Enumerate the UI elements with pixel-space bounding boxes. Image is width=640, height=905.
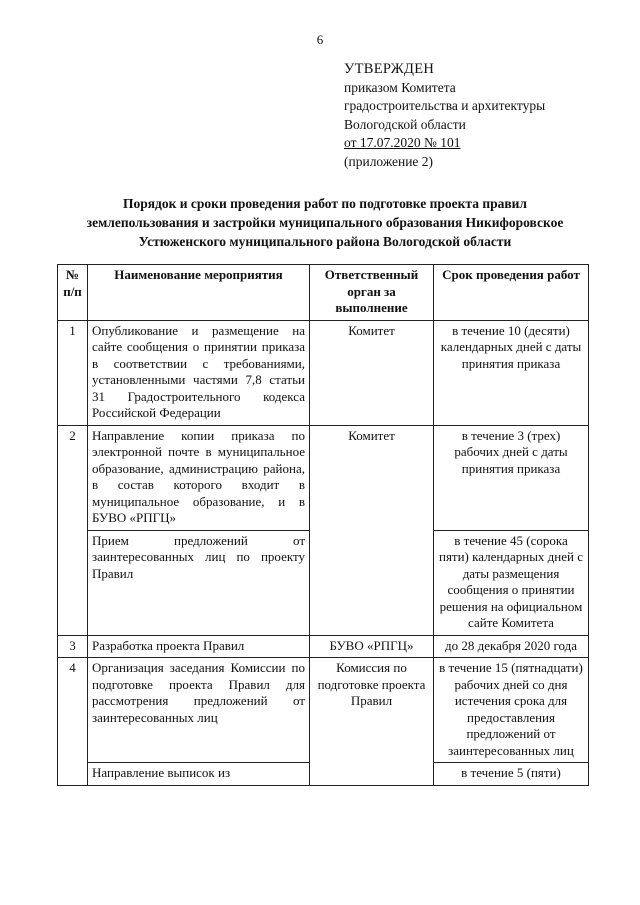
approval-appendix: (приложение 2) xyxy=(344,153,434,169)
header-activity: Наименование мероприятия xyxy=(88,265,310,321)
row-responsible: БУВО «РПГЦ» xyxy=(310,635,434,658)
row-activity: Разработка проекта Правил xyxy=(88,635,310,658)
row-number: 4 xyxy=(58,658,88,786)
header-deadline: Срок проведения работ xyxy=(434,265,589,321)
approval-stamp xyxy=(344,60,545,171)
table-row xyxy=(58,635,589,658)
row-activity: Направление выписок из xyxy=(88,763,310,786)
title-line: Порядок и сроки проведения работ по подготовке проекта правил xyxy=(122,196,527,211)
approval-date-number: от 17.07.2020 № 101 xyxy=(344,135,461,150)
title-line: Устюженского муниципального района Вологодской области xyxy=(138,234,512,249)
title-line: землепользования и застройки муниципального образования Никифоровское xyxy=(86,215,564,230)
document-title xyxy=(40,194,610,251)
row-deadline: в течение 3 (трех) рабочих дней с даты принятия приказа xyxy=(434,425,589,530)
schedule-table xyxy=(57,264,589,786)
approval-line: Вологодской области xyxy=(344,116,466,132)
table-row xyxy=(58,320,589,425)
row-number: 3 xyxy=(58,635,88,658)
row-deadline: в течение 15 (пятнадцати) рабочих дней со дня истечения срока для предоставления предложений от заинтересованных лиц xyxy=(434,658,589,763)
table-header-row xyxy=(58,265,589,321)
row-number: 2 xyxy=(58,425,88,635)
page-number: 6 xyxy=(316,32,324,47)
row-responsible: Комитет xyxy=(310,425,434,635)
row-activity: Прием предложений от заинтересованных лиц по проекту Правил xyxy=(88,530,310,635)
row-number: 1 xyxy=(58,320,88,425)
row-deadline: в течение 10 (десяти) календарных дней с даты принятия приказа xyxy=(434,320,589,425)
row-deadline: в течение 45 (сорока пяти) календарных дней с даты размещения сообщения о принятии решения на официальном сайте Комитета xyxy=(434,530,589,635)
approval-heading: УТВЕРЖДЕН xyxy=(344,61,435,77)
row-activity: Направление копии приказа по электронной почте в муниципальное образование, администрацию района, в состав которого входит в муниципальное образование, и в БУВО «РПГЦ» xyxy=(88,425,310,530)
row-activity: Опубликование и размещение на сайте сообщения о принятии приказа в соответствии с требованиями, установленными частями 7,8 статьи 31 Градостроительного кодекса Российской Федерации xyxy=(88,320,310,425)
approval-line: приказом Комитета xyxy=(344,79,456,95)
row-deadline: в течение 5 (пяти) xyxy=(434,763,589,786)
header-responsible: Ответственный орган за выполнение xyxy=(310,265,434,321)
table-row xyxy=(58,658,589,763)
row-activity: Организация заседания Комиссии по подготовке проекта Правил для рассмотрения предложений от заинтересованных лиц xyxy=(88,658,310,763)
row-responsible: Комитет xyxy=(310,320,434,425)
row-deadline: до 28 декабря 2020 года xyxy=(434,635,589,658)
header-number: № п/п xyxy=(58,265,88,321)
approval-line: градостроительства и архитектуры xyxy=(344,98,546,113)
table-row xyxy=(58,425,589,530)
row-responsible: Комиссия по подготовке проекта Правил xyxy=(310,658,434,786)
